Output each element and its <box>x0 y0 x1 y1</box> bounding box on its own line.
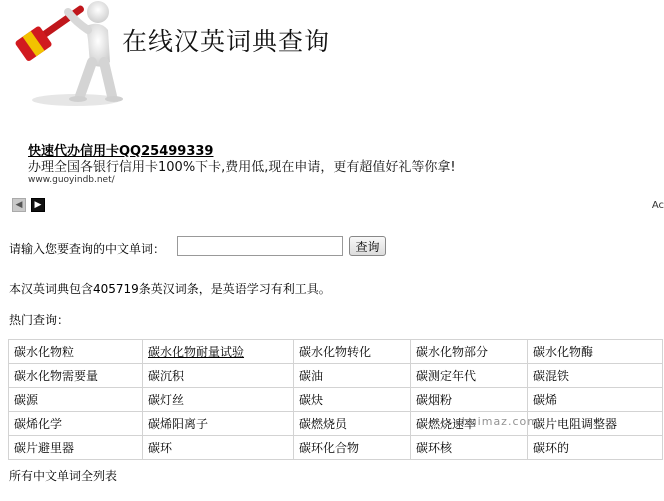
hot-query-link[interactable]: 碳片避里器 <box>9 436 143 460</box>
hot-query-link[interactable]: 碳测定年代 <box>411 364 528 388</box>
hot-query-link[interactable]: 碳环核 <box>411 436 528 460</box>
arrow-left-icon: ◀ <box>15 199 23 210</box>
hot-query-link[interactable]: 碳源 <box>9 388 143 412</box>
hot-query-link[interactable]: 碳水化物粒 <box>9 340 143 364</box>
hot-query-link[interactable]: 碳燃烧员 <box>294 412 411 436</box>
hot-query-link[interactable]: 碳环的 <box>528 436 663 460</box>
hot-query-link[interactable]: 碳水化物耐量试验 <box>143 340 294 364</box>
hot-query-link[interactable]: 碳水化物部分 <box>411 340 528 364</box>
hot-query-link[interactable]: 碳水化物酶 <box>528 340 663 364</box>
hot-queries-table <box>8 339 663 460</box>
table-row <box>9 364 663 388</box>
dictionary-info: 本汉英词典包含405719条英汉词条，是英语学习有利工具。 <box>9 282 331 296</box>
page-title: 在线汉英词典查询 <box>122 27 331 56</box>
hot-query-link[interactable]: 碳水化物转化 <box>294 340 411 364</box>
hot-query-link[interactable]: 碳水化物需要量 <box>9 364 143 388</box>
ad-url[interactable]: www.guoyindb.net/ <box>28 175 115 185</box>
arrow-right-icon: ▶ <box>34 199 42 210</box>
ad-next-button[interactable] <box>31 198 45 212</box>
hot-query-link[interactable]: 碳燃烧速率 <box>411 412 528 436</box>
hot-query-link[interactable]: 碳混铁 <box>528 364 663 388</box>
hot-query-link[interactable]: 碳环化合物 <box>294 436 411 460</box>
ad-choices-label[interactable]: Ac <box>651 200 664 211</box>
hot-query-link[interactable]: 碳沉积 <box>143 364 294 388</box>
hot-query-link[interactable]: 碳烯阳离子 <box>143 412 294 436</box>
table-row <box>9 340 663 364</box>
table-row <box>9 388 663 412</box>
table-row <box>9 436 663 460</box>
hot-query-link[interactable]: 碳灯丝 <box>143 388 294 412</box>
hot-query-link[interactable]: 碳炔 <box>294 388 411 412</box>
ad-title-link[interactable]: 快速代办信用卡QQ25499339 <box>28 144 214 159</box>
hot-query-link[interactable]: 碳片电阻调整器 <box>528 412 663 436</box>
watermark: shuimaz.com <box>455 415 539 428</box>
search-button[interactable]: 查询 <box>349 236 386 256</box>
hot-query-link[interactable]: 碳油 <box>294 364 411 388</box>
search-label: 请输入您要查询的中文单词： <box>9 242 166 256</box>
hot-query-link[interactable]: 碳烯化学 <box>9 412 143 436</box>
ad-prev-button[interactable] <box>12 198 26 212</box>
table-row <box>9 412 663 436</box>
search-input[interactable] <box>177 236 343 256</box>
hot-query-link[interactable]: 碳环 <box>143 436 294 460</box>
gavel-figure-logo <box>6 0 124 108</box>
all-words-link[interactable]: 所有中文单词全列表 <box>9 469 118 483</box>
hot-query-link[interactable]: 碳烯 <box>528 388 663 412</box>
hot-query-link[interactable]: 碳烟粉 <box>411 388 528 412</box>
hot-queries-label: 热门查询： <box>9 313 70 327</box>
ad-description: 办理全国各银行信用卡100%下卡,费用低,现在申请，更有超值好礼等你拿! <box>28 160 456 175</box>
